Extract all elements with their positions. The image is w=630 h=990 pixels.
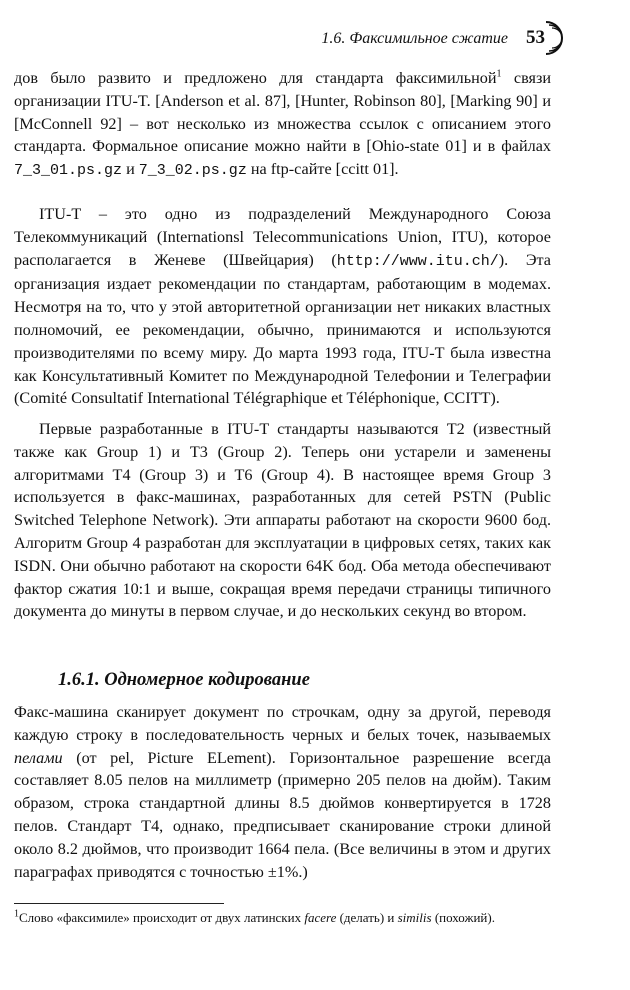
paragraph-4: Факс-машина сканирует документ по строчкам, одну за другой, переводя каждую строку в последовательность черных и белых точек, называемых пелами (от pel, Picture ELement). Горизонтальное разрешение всегда составляет 8.05 пелов на миллиметр (примерно 205 пелов на дюйм). Таким образом, строка стандартной длины 8.5 дюймов конвертируется в 1728 пелов. Стандарт T4, однако, предписывает сканирование строки длиной около 8.2 дюймов, что производит 1664 пела. (Все величины в этом и других параграфах приводятся с точностью ±1%.)	[14, 703, 551, 881]
paragraph-3: Первые разработанные в ITU-T стандарты называются T2 (известный также как Group 1) и T3 (Group 2). Теперь они устарели и заменены алгоритмами T4 (Group 3) и T6 (Group 4). В настоящее время Group 3 используется в факс-машинах, разработанных для сетей PSTN (Public Switched Telephone Network). Эти аппараты работают на скорости 9600 бод. Алгоритм Group 4 разработан для эксплуатации в цифровых сетях, таких как ISDN. Они обычно работают на скорости 64K бод. Оба метода обеспечивают фактор сжатия 10:1 и выше, сокращая время передачи страницы типичного документа до минуты в первом случае, и до нескольких секунд во втором.	[14, 420, 551, 621]
footnote-divider	[14, 903, 224, 904]
file-name: 7_3_01.ps.gz	[14, 162, 123, 180]
term-pels: пелами	[14, 748, 63, 767]
itu-url-link[interactable]: http://www.itu.ch/	[336, 252, 499, 270]
paragraph-2: ITU-T – это одно из подразделений Международного Союза Телекоммуникаций (Internationsl Telecommunications Union, ITU), которое располагается в Женеве (Швейцария) (http://www.itu.ch/). Эта организация издает рекомендации по стандартам, работающим в модемах. Несмотря на то, что у этой авторитетной организации нет никаких властных полномочий, ее рекомендации, обычно, принимаются и используются производителями по всему миру. До марта 1993 года, ITU-T была известна как Консультативный Комитет по Международной Телефонии и Телеграфии (Comité Consultatif International Télégraphique et Téléphonique, CCITT).	[14, 205, 551, 408]
page-number: 53	[526, 27, 545, 48]
running-title: 1.6. Факсимильное сжатие	[321, 30, 508, 47]
footnote-reference[interactable]: 1	[496, 68, 502, 80]
footnote: $^1$Слово «факсимиле» происходит от двух латинских facere (делать) и similis (похожий).	[14, 908, 495, 925]
file-name: 7_3_02.ps.gz	[138, 162, 247, 180]
section-heading: 1.6.1. Одномерное кодирование	[58, 670, 310, 690]
paragraph-1: дов было развито и предложено для стандарта факсимильной$^1$ связи организации ITU-T. [Anderson et al. 87], [Hunter, Robinson 80], [Marking 90] и [McConnell 92] – вот несколько из множества ссылок с описанием этого стандарта. Формальное описание можно найти в [Ohio-state 01] и в файлах 7_3_01.ps.gz и 7_3_02.ps.gz на ftp-сайте [ccitt 01].	[14, 68, 551, 180]
footnote-mark: 1	[14, 908, 19, 920]
page-number-badge	[524, 18, 564, 58]
